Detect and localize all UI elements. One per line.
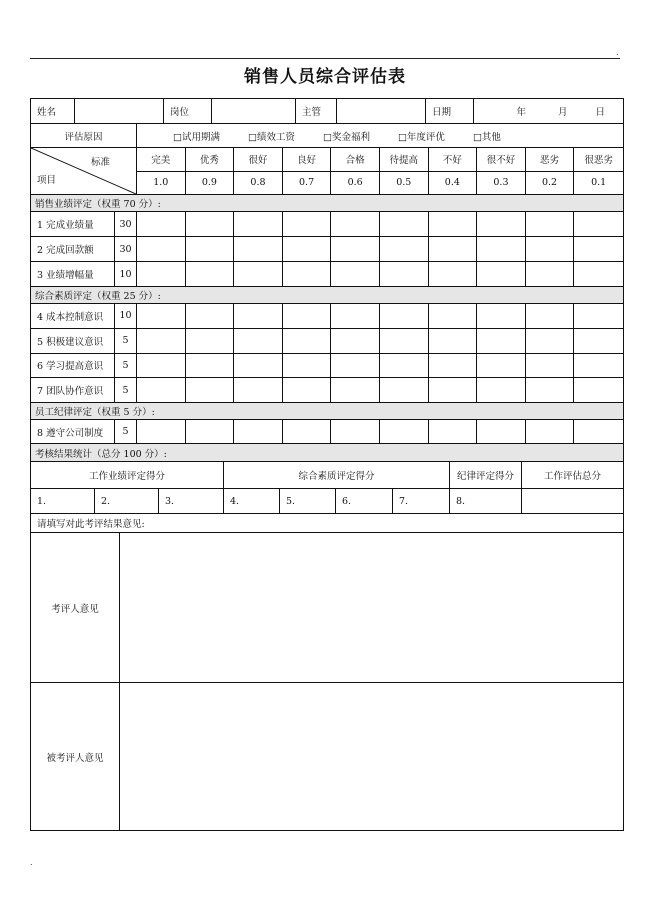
corner-dot: .: [30, 858, 33, 867]
criteria-row: [31, 354, 623, 379]
reviewer-row: [31, 533, 623, 683]
score-cell[interactable]: [380, 262, 429, 286]
score-cell[interactable]: [526, 420, 575, 443]
supervisor-label: 主管: [296, 99, 337, 123]
scale-level-label: 良好: [283, 148, 331, 172]
criteria-weight: 5: [115, 420, 137, 443]
reason-option-bonus[interactable]: □奖金福利: [322, 131, 370, 143]
score-cell[interactable]: [331, 420, 380, 443]
scale-level-label: 很好: [234, 148, 282, 172]
score-cell[interactable]: [186, 378, 235, 402]
reason-option-probation[interactable]: □试用期满: [173, 131, 220, 143]
page-title: 销售人员综合评估表: [244, 67, 406, 87]
score-cell[interactable]: [331, 378, 380, 402]
date-field[interactable]: [474, 99, 623, 123]
summary-cell-6[interactable]: 6.: [336, 489, 393, 513]
score-cell[interactable]: [137, 262, 186, 286]
score-cell[interactable]: [477, 212, 526, 236]
criteria-label: 8 遵守公司制度: [31, 420, 115, 443]
corner-dot: .: [616, 48, 619, 57]
score-cell[interactable]: [234, 329, 283, 353]
score-cell[interactable]: [477, 329, 526, 353]
criteria-row: [31, 329, 623, 354]
scale-columns: [137, 148, 623, 194]
criteria-weight: 10: [115, 262, 137, 286]
scale-score-label: 0.3: [493, 177, 509, 189]
scale-level-label: 不好: [429, 148, 477, 172]
scale-column: [234, 148, 283, 194]
summary-cell-5[interactable]: 5.: [280, 489, 336, 513]
summary-cell-7[interactable]: 7.: [393, 489, 450, 513]
score-cell[interactable]: [574, 212, 623, 236]
scale-level-label: 优秀: [186, 148, 234, 172]
score-cell[interactable]: [283, 354, 332, 378]
score-cell[interactable]: [331, 329, 380, 353]
score-cell[interactable]: [283, 329, 332, 353]
comments-prompt: 请填写对此考评结果意见:: [31, 514, 623, 533]
score-cell[interactable]: [234, 237, 283, 261]
criteria-label: 1 完成业绩量: [31, 212, 115, 236]
criteria-weight: 5: [115, 354, 137, 378]
score-cell[interactable]: [137, 212, 186, 236]
date-day: 日: [595, 107, 605, 118]
criteria-label: 6 学习提高意识: [31, 354, 115, 378]
position-label: 岗位: [164, 99, 212, 123]
criteria-label: 3 业绩增幅量: [31, 262, 115, 286]
reviewee-row: [31, 683, 623, 830]
score-cell[interactable]: [234, 354, 283, 378]
score-cell[interactable]: [380, 304, 429, 328]
score-cell[interactable]: [526, 262, 575, 286]
evaluation-form: [30, 98, 624, 831]
section-discipline-title: 员工纪律评定（权重 5 分）:: [31, 403, 623, 420]
date-label: 日期: [426, 99, 474, 123]
position-field[interactable]: [212, 99, 296, 123]
scale-column: [283, 148, 332, 194]
criteria-label: 4 成本控制意识: [31, 304, 115, 328]
score-cell[interactable]: [331, 304, 380, 328]
score-cell[interactable]: [283, 262, 332, 286]
summary-cell-8[interactable]: 8.: [450, 489, 522, 513]
scale-level-label: 完美: [137, 148, 185, 172]
score-cell[interactable]: [526, 212, 575, 236]
name-label: 姓名: [31, 99, 75, 123]
summary-cells-row: [31, 489, 623, 514]
score-cell[interactable]: [574, 262, 623, 286]
score-cell[interactable]: [526, 378, 575, 402]
reviewee-label: 被考评人意见: [31, 683, 120, 830]
score-cell[interactable]: [137, 378, 186, 402]
score-cell[interactable]: [574, 237, 623, 261]
criteria-row: [31, 237, 623, 262]
scale-score-label: 0.4: [444, 177, 460, 189]
summary-header-discipline: 纪律评定得分: [450, 462, 522, 488]
score-cell[interactable]: [186, 304, 235, 328]
score-cell[interactable]: [477, 354, 526, 378]
scale-level-label: 很恶劣: [574, 148, 623, 172]
score-cell[interactable]: [574, 378, 623, 402]
summary-cell-4[interactable]: 4.: [224, 489, 280, 513]
score-cell[interactable]: [331, 212, 380, 236]
scale-level-label: 很不好: [477, 148, 525, 172]
diagonal-line: [31, 148, 137, 194]
criteria-weight: 5: [115, 329, 137, 353]
criteria-weight: 5: [115, 378, 137, 402]
scale-level-label: 恶劣: [526, 148, 574, 172]
score-cell[interactable]: [186, 212, 235, 236]
scale-column: [380, 148, 429, 194]
score-cell[interactable]: [186, 354, 235, 378]
score-cell[interactable]: [574, 329, 623, 353]
reason-option-performance-pay[interactable]: □绩效工资: [247, 131, 295, 143]
score-cell[interactable]: [380, 329, 429, 353]
score-cell[interactable]: [380, 378, 429, 402]
section-sales-title: 销售业绩评定（权重 70 分）:: [31, 195, 623, 212]
supervisor-field[interactable]: [337, 99, 426, 123]
header-row: [31, 99, 623, 124]
reviewer-label: 考评人意见: [31, 533, 120, 682]
score-cell[interactable]: [429, 304, 478, 328]
score-cell[interactable]: [283, 304, 332, 328]
score-cell[interactable]: [380, 354, 429, 378]
summary-header-quality: 综合素质评定得分: [224, 462, 450, 488]
score-cell[interactable]: [137, 420, 186, 443]
score-cell[interactable]: [574, 420, 623, 443]
score-cell[interactable]: [429, 354, 478, 378]
criteria-label: 7 团队协作意识: [31, 378, 115, 402]
scale-score-label: 0.6: [347, 177, 363, 189]
scale-score-label: 0.2: [541, 177, 558, 189]
item-label: 项目: [37, 175, 57, 186]
scale-column: [429, 148, 478, 194]
date-year: 年: [516, 107, 526, 118]
section-summary-title: 考核结果统计（总分 100 分）:: [31, 444, 623, 462]
scale-column: [477, 148, 526, 194]
score-cell[interactable]: [477, 304, 526, 328]
scale-score-label: 0.7: [299, 177, 315, 189]
criteria-label: 2 完成回款额: [31, 237, 115, 261]
summary-cell-1[interactable]: 1.: [31, 489, 95, 513]
score-cell[interactable]: [186, 420, 235, 443]
name-field[interactable]: [75, 99, 164, 123]
score-cell[interactable]: [574, 354, 623, 378]
score-cell[interactable]: [283, 420, 332, 443]
scale-score-label: 0.9: [201, 177, 217, 189]
scale-score-label: 0.8: [250, 177, 266, 189]
score-cell[interactable]: [429, 237, 478, 261]
score-cell[interactable]: [574, 304, 623, 328]
reason-label: 评估原因: [31, 124, 137, 147]
criteria-weight: 30: [115, 237, 137, 261]
score-cell[interactable]: [526, 354, 575, 378]
scale-level-label: 合格: [331, 148, 379, 172]
score-cell[interactable]: [283, 212, 332, 236]
reason-row: [31, 124, 623, 148]
score-cell[interactable]: [186, 262, 235, 286]
score-cell[interactable]: [234, 420, 283, 443]
scale-score-label: 0.5: [396, 177, 412, 189]
summary-header-total: 工作评估总分: [543, 471, 601, 482]
score-cell[interactable]: [331, 262, 380, 286]
scale-score-label: 1.0: [153, 177, 169, 189]
top-rule: [30, 58, 620, 59]
score-cell[interactable]: [234, 378, 283, 402]
score-cell[interactable]: [137, 304, 186, 328]
score-cell[interactable]: [429, 378, 478, 402]
scale-row: [31, 148, 623, 195]
criteria-row: [31, 420, 623, 444]
criteria-row: [31, 304, 623, 329]
scale-level-label: 待提高: [380, 148, 428, 172]
score-cell[interactable]: [477, 420, 526, 443]
score-cell[interactable]: [429, 329, 478, 353]
criteria-row: [31, 262, 623, 287]
score-cell[interactable]: [283, 237, 332, 261]
score-cell[interactable]: [137, 354, 186, 378]
summary-header-sales: 工作业绩评定得分: [31, 462, 224, 488]
reason-option-annual[interactable]: □年度评优: [397, 131, 445, 143]
scale-column: [137, 148, 186, 194]
score-cell[interactable]: [526, 304, 575, 328]
score-cell[interactable]: [429, 420, 478, 443]
date-month: 月: [557, 107, 568, 118]
score-cell[interactable]: [477, 378, 526, 402]
summary-cell-3[interactable]: 3.: [159, 489, 224, 513]
scale-column: [526, 148, 575, 194]
score-cell[interactable]: [429, 262, 478, 286]
score-cell[interactable]: [477, 262, 526, 286]
score-cell[interactable]: [477, 237, 526, 261]
score-cell[interactable]: [380, 212, 429, 236]
reviewee-comment-field[interactable]: [120, 683, 623, 830]
scale-score-label: 0.1: [591, 177, 607, 189]
score-cell[interactable]: [186, 237, 235, 261]
reason-option-other[interactable]: □其他: [472, 131, 501, 143]
criteria-row: [31, 212, 623, 237]
scale-column: [331, 148, 380, 194]
scale-column: [186, 148, 235, 194]
summary-cell-2[interactable]: 2.: [95, 489, 159, 513]
score-cell[interactable]: [137, 237, 186, 261]
score-cell[interactable]: [331, 354, 380, 378]
reason-options: [137, 124, 623, 147]
score-cell[interactable]: [526, 237, 575, 261]
criteria-weight: 30: [115, 212, 137, 236]
score-cell[interactable]: [380, 237, 429, 261]
summary-header-row: [31, 462, 623, 489]
criteria-label: 5 积极建议意识: [31, 329, 115, 353]
score-cell[interactable]: [283, 378, 332, 402]
scale-corner: [31, 148, 137, 194]
summary-cell-total[interactable]: [522, 489, 623, 513]
criteria-row: [31, 378, 623, 403]
score-cell[interactable]: [380, 420, 429, 443]
standard-label: 标准: [90, 157, 110, 168]
score-cell[interactable]: [234, 304, 283, 328]
score-cell[interactable]: [526, 329, 575, 353]
criteria-weight: 10: [115, 304, 137, 328]
section-quality-title: 综合素质评定（权重 25 分）:: [31, 287, 623, 304]
score-cell[interactable]: [234, 262, 283, 286]
reviewer-comment-field[interactable]: [120, 533, 623, 682]
score-cell[interactable]: [186, 329, 235, 353]
scale-column: [574, 148, 623, 194]
score-cell[interactable]: [331, 237, 380, 261]
score-cell[interactable]: [234, 212, 283, 236]
score-cell[interactable]: [429, 212, 478, 236]
score-cell[interactable]: [137, 329, 186, 353]
